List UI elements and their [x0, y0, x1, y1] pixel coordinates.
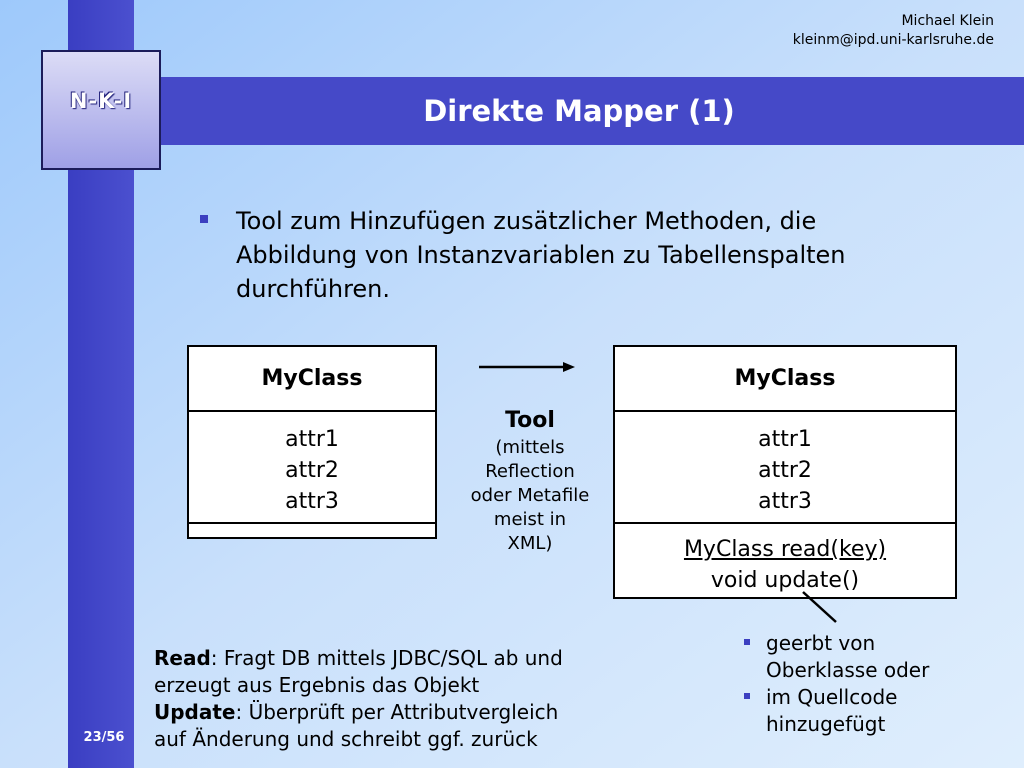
method-list-right	[615, 524, 955, 597]
read-update-description	[154, 645, 674, 753]
pointer-line-icon	[800, 590, 840, 624]
update-label: Update	[154, 700, 236, 724]
method-item-read: MyClass read(key)	[683, 537, 887, 562]
main-bullet-line-1: Tool zum Hinzufügen zusätzlicher Methoden, die	[236, 207, 817, 235]
uml-class-right	[613, 345, 957, 599]
method-section-left-empty	[189, 524, 435, 537]
transform-arrow-icon	[479, 360, 575, 374]
attribute-item: attr3	[285, 489, 339, 514]
author-name: Michael Klein	[901, 13, 994, 29]
method-item-update: void update()	[710, 568, 860, 593]
side-bullet-item	[744, 630, 1004, 684]
bullet-square-icon	[200, 215, 208, 223]
main-bullet	[200, 204, 990, 306]
slide-title: Direkte Mapper (1)	[423, 94, 735, 128]
tool-name: Tool	[505, 408, 555, 433]
side-bullet-line: im Quellcode	[766, 685, 898, 709]
attribute-item: attr2	[285, 458, 339, 483]
uml-class-left	[187, 345, 437, 539]
main-bullet-line-2: Abbildung von Instanzvariablen zu Tabellenspalten	[236, 241, 846, 269]
attribute-item: attr1	[285, 427, 339, 452]
author-email: kleinm@ipd.uni-karlsruhe.de	[792, 32, 994, 48]
read-text: : Fragt DB mittels JDBC/SQL ab und	[210, 646, 563, 670]
update-line-2: auf Änderung und schreibt ggf. zurück	[154, 727, 538, 751]
page-number: 23/56	[83, 730, 125, 745]
update-line-1	[154, 699, 674, 726]
attribute-item: attr1	[758, 427, 812, 452]
read-line-2: erzeugt aus Ergebnis das Objekt	[154, 673, 480, 697]
side-bullet-line: geerbt von	[766, 631, 876, 655]
class-name-right: MyClass	[615, 347, 955, 412]
side-bullet-item	[744, 684, 1004, 738]
logo-text: N-K-I	[69, 89, 133, 113]
tool-desc-line: oder Metafile	[470, 485, 590, 506]
bullet-square-icon	[744, 639, 750, 645]
attribute-item: attr2	[758, 458, 812, 483]
tool-desc-line: meist in	[493, 509, 567, 530]
class-name-left: MyClass	[189, 347, 435, 412]
side-bullets	[744, 630, 1004, 738]
update-text: : Überprüft per Attributvergleich	[235, 700, 559, 724]
main-bullet-line-3: durchführen.	[236, 275, 391, 303]
tool-desc-line: Reflection	[485, 461, 575, 482]
attribute-item: attr3	[758, 489, 812, 514]
side-bullet-line: Oberklasse oder	[766, 658, 930, 682]
author-info	[793, 12, 994, 50]
read-line-1	[154, 645, 674, 672]
tool-desc-line: XML)	[507, 533, 553, 554]
bullet-square-icon	[744, 693, 750, 699]
tool-desc-line: (mittels	[495, 437, 565, 458]
read-label: Read	[154, 646, 211, 670]
side-bullet-line: hinzugefügt	[766, 712, 886, 736]
tool-label	[455, 406, 605, 556]
attribute-list-right	[615, 412, 955, 524]
attribute-list-left	[189, 412, 435, 524]
